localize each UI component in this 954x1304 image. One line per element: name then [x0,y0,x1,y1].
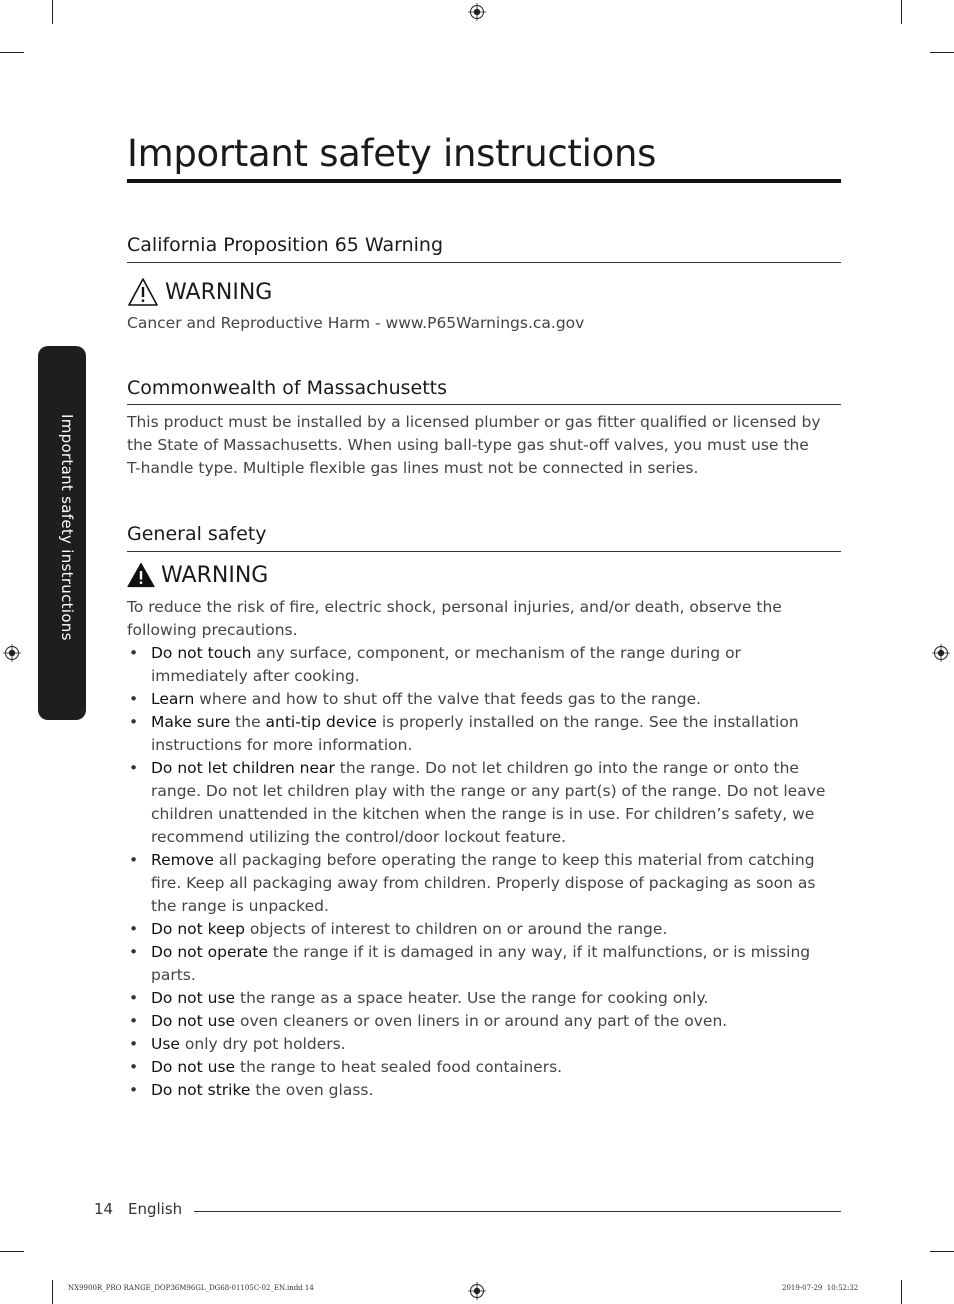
list-item [127,1010,841,1033]
footer-rule [194,1211,841,1212]
crop-mark [930,52,954,53]
item-text: the range. Do not let children go into the range or onto the [334,759,799,777]
item-text: any surface, component, or mechanism of the range during or [251,644,741,662]
general-safety-body [127,596,841,1102]
item-text: objects of interest to children on or around the range. [245,920,668,938]
list-item [127,1079,841,1102]
item-lead: Do not let children near [151,759,335,777]
crop-mark [0,52,24,53]
item-text: only dry pot holders. [179,1035,346,1053]
list-item [127,941,841,987]
section-divider [127,262,841,263]
item-text: parts. [151,966,196,984]
item-text: the [230,713,266,731]
item-text: the range is unpacked. [151,897,329,915]
list-item [127,711,841,757]
section-divider [127,551,841,552]
item-text: range. Do not let children play with the range or any part(s) of the range. Do not leave [151,782,826,800]
item-lead: Do not keep [151,920,245,938]
warning-outline-icon [127,277,159,307]
item-lead: Use [151,1035,180,1053]
prop65-warning [127,277,272,307]
text-line: the State of Massachusetts. When using ball-type gas shut-off valves, you must use the [127,436,809,454]
item-text: is properly installed on the range. See the installation [376,713,799,731]
general-warning [127,562,268,588]
item-text: children unattended in the kitchen when the range is in use. For children’s safety, we [151,805,815,823]
item-lead: Do not use [151,1058,236,1076]
prop65-heading: California Proposition 65 Warning [127,234,444,256]
item-text: oven cleaners or oven liners in or around any part of the oven. [235,1012,728,1030]
general-safety-heading: General safety [127,523,267,545]
item-text: all packaging before operating the range to keep this material from catching [213,851,815,869]
print-slug-right: 2019-07-29 ￼ 10:52:32 [782,1284,859,1292]
item-text: the range if it is damaged in any way, if it malfunctions, or is missing [268,943,811,961]
list-item [127,987,841,1010]
crop-mark [52,1280,53,1304]
list-item [127,757,841,849]
text-line: T-handle type. Multiple flexible gas lines must not be connected in series. [127,459,699,477]
item-lead: Do not use [151,1012,236,1030]
item-lead: Do not strike [151,1081,251,1099]
item-lead: Do not operate [151,943,268,961]
list-item [127,918,841,941]
print-slug-left: NX9900R_PRO RANGE_DOP36M96GL_DG68-01105C-02_EN.indd 14 [68,1284,314,1292]
page-number: 14 [94,1200,114,1218]
item-text: fire. Keep all packaging away from children. Properly dispose of packaging as soon as [151,874,816,892]
text-line: To reduce the risk of fire, electric shock, personal injuries, and/or death, observe the [127,598,782,616]
item-lead: Learn [151,690,195,708]
registration-mark-icon [932,644,950,662]
item-text: immediately after cooking. [151,667,360,685]
warning-label: WARNING [161,562,269,588]
registration-mark-icon [468,3,486,21]
crop-mark [901,0,902,24]
item-text: the range as a space heater. Use the range for cooking only. [235,989,709,1007]
item-text: the oven glass. [250,1081,374,1099]
crop-mark [930,1251,954,1252]
crop-mark [901,1280,902,1304]
registration-mark-icon [3,644,21,662]
warning-filled-icon [127,562,155,588]
side-tab-label: Important safety instructions [58,414,76,641]
item-text: instructions for more information. [151,736,413,754]
list-item [127,849,841,918]
list-item [127,688,841,711]
massachusetts-text [127,411,841,480]
list-item [127,1033,841,1056]
footer-language: English [128,1200,183,1218]
text-line: This product must be installed by a licensed plumber or gas fitter qualified or licensed by [127,413,821,431]
crop-mark [0,1251,24,1252]
list-item [127,1056,841,1079]
item-lead: anti-tip device [265,713,377,731]
text-line: following precautions. [127,621,298,639]
item-text: recommend utilizing the control/door lockout feature. [151,828,567,846]
safety-list [127,642,841,1102]
massachusetts-heading: Commonwealth of Massachusetts [127,377,448,399]
item-lead: Remove [151,851,214,869]
title-rule [127,179,841,183]
item-lead: Make sure [151,713,231,731]
registration-mark-icon [468,1282,486,1300]
section-divider [127,404,841,405]
item-text: where and how to shut off the valve that feeds gas to the range. [194,690,702,708]
prop65-text: Cancer and Reproductive Harm - www.P65Warnings.ca.gov [127,314,585,332]
item-lead: Do not use [151,989,236,1007]
crop-mark [52,0,53,24]
warning-label: WARNING [165,279,273,305]
list-item [127,642,841,688]
item-text: the range to heat sealed food containers. [235,1058,563,1076]
page-title: Important safety instructions [127,132,657,175]
item-lead: Do not touch [151,644,252,662]
